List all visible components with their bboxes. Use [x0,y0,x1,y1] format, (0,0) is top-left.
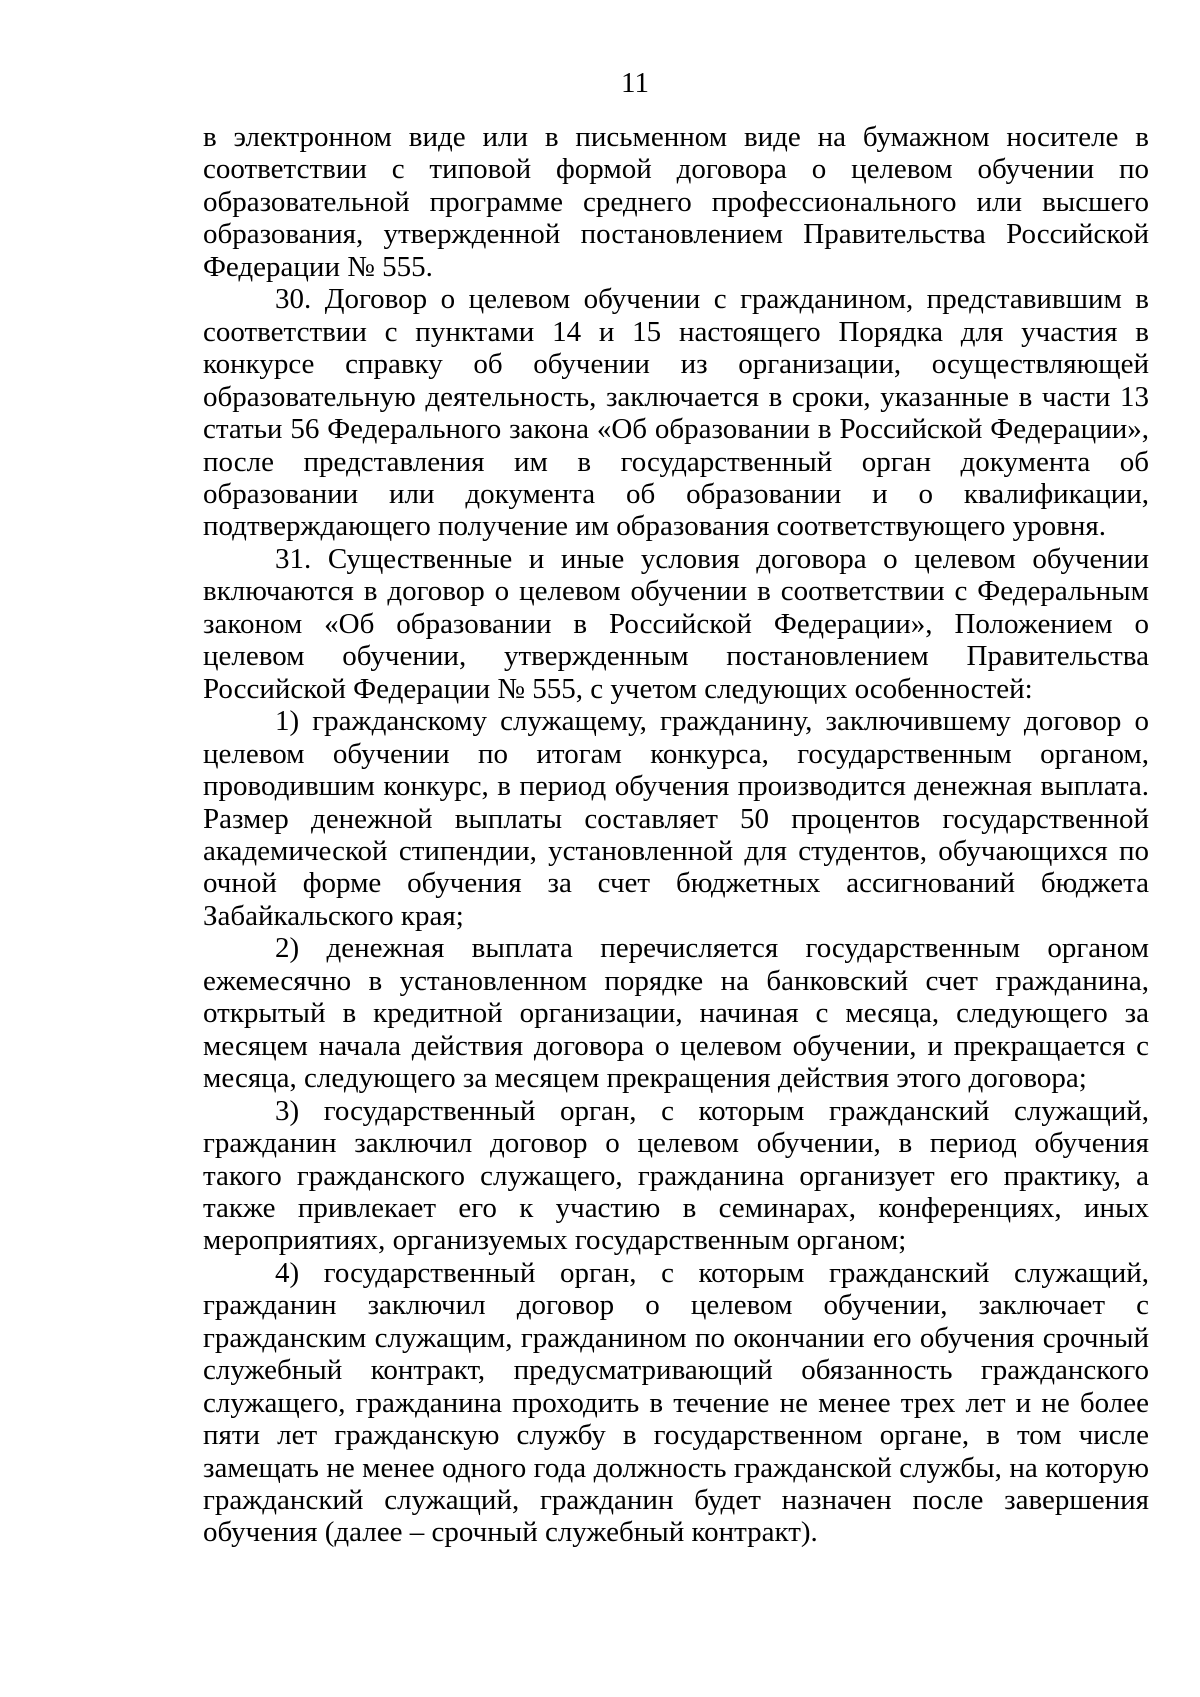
document-body [203,121,1149,1549]
paragraph-continuation: в электронном виде или в письменном виде на бумажном носителе в соответствии с типовой формой договора о целевом обучении по образовательной программе среднего профессионального или высшего образования, утвержденной постановлением Правительства Российской Федерации № 555. [203,121,1149,283]
paragraph-item-31: 31. Существенные и иные условия договора о целевом обучении включаются в договор о целевом обучении в соответствии с Федеральным законом «Об образовании в Российской Федерации», Положением о целевом обучении, утвержденным постановлением Правительства Российской Федерации № 555, с учетом следующих особенностей: [203,542,1149,705]
paragraph-item-30: 30. Договор о целевом обучении с гражданином, представившим в соответствии с пунктами 14 и 15 настоящего Порядка для участия в конкурсе справку об обучении из организации, осуществляющей образовательную деятельность, заключается в сроки, указанные в части 13 статьи 56 Федерального закона «Об образовании в Российской Федерации», после представления им в государственный орган документа об образовании или документа об образовании и о квалификации, подтверждающего получение им образования соответствующего уровня. [203,283,1149,543]
subparagraph-2: 2) денежная выплата перечисляется государственным органом ежемесячно в установленном порядке на банковский счет гражданина, открытый в кредитной организации, начиная с месяца, следующего за месяцем начала действия договора о целевом обучении, и прекращается с месяца, следующего за месяцем прекращения действия этого договора; [203,932,1149,1095]
page-number: 11 [621,67,649,99]
subparagraph-3: 3) государственный орган, с которым гражданский служащий, гражданин заключил договор о целевом обучении, в период обучения такого гражданского служащего, гражданина организует его практику, а также привлекает его к участию в семинарах, конференциях, иных мероприятиях, организуемых государственным органом; [203,1094,1149,1257]
subparagraph-4: 4) государственный орган, с которым гражданский служащий, гражданин заключил договор о целевом обучении, заключает с гражданским служащим, гражданином по окончании его обучения срочный служебный контракт, предусматривающий обязанность гражданского служащего, гражданина проходить в течение не менее трех лет и не более пяти лет гражданскую службу в государственном органе, в том числе замещать не менее одного года должность гражданской службы, на которую гражданский служащий, гражданин будет назначен после завершения обучения (далее – срочный служебный контракт). [203,1256,1149,1549]
subparagraph-1: 1) гражданскому служащему, гражданину, заключившему договор о целевом обучении по итогам конкурса, государственным органом, проводившим конкурс, в период обучения производится денежная выплата. Размер денежной выплаты составляет 50 процентов государственной академической стипендии, установленной для студентов, обучающихся по очной форме обучения за счет бюджетных ассигнований бюджета Забайкальского края; [203,705,1149,932]
